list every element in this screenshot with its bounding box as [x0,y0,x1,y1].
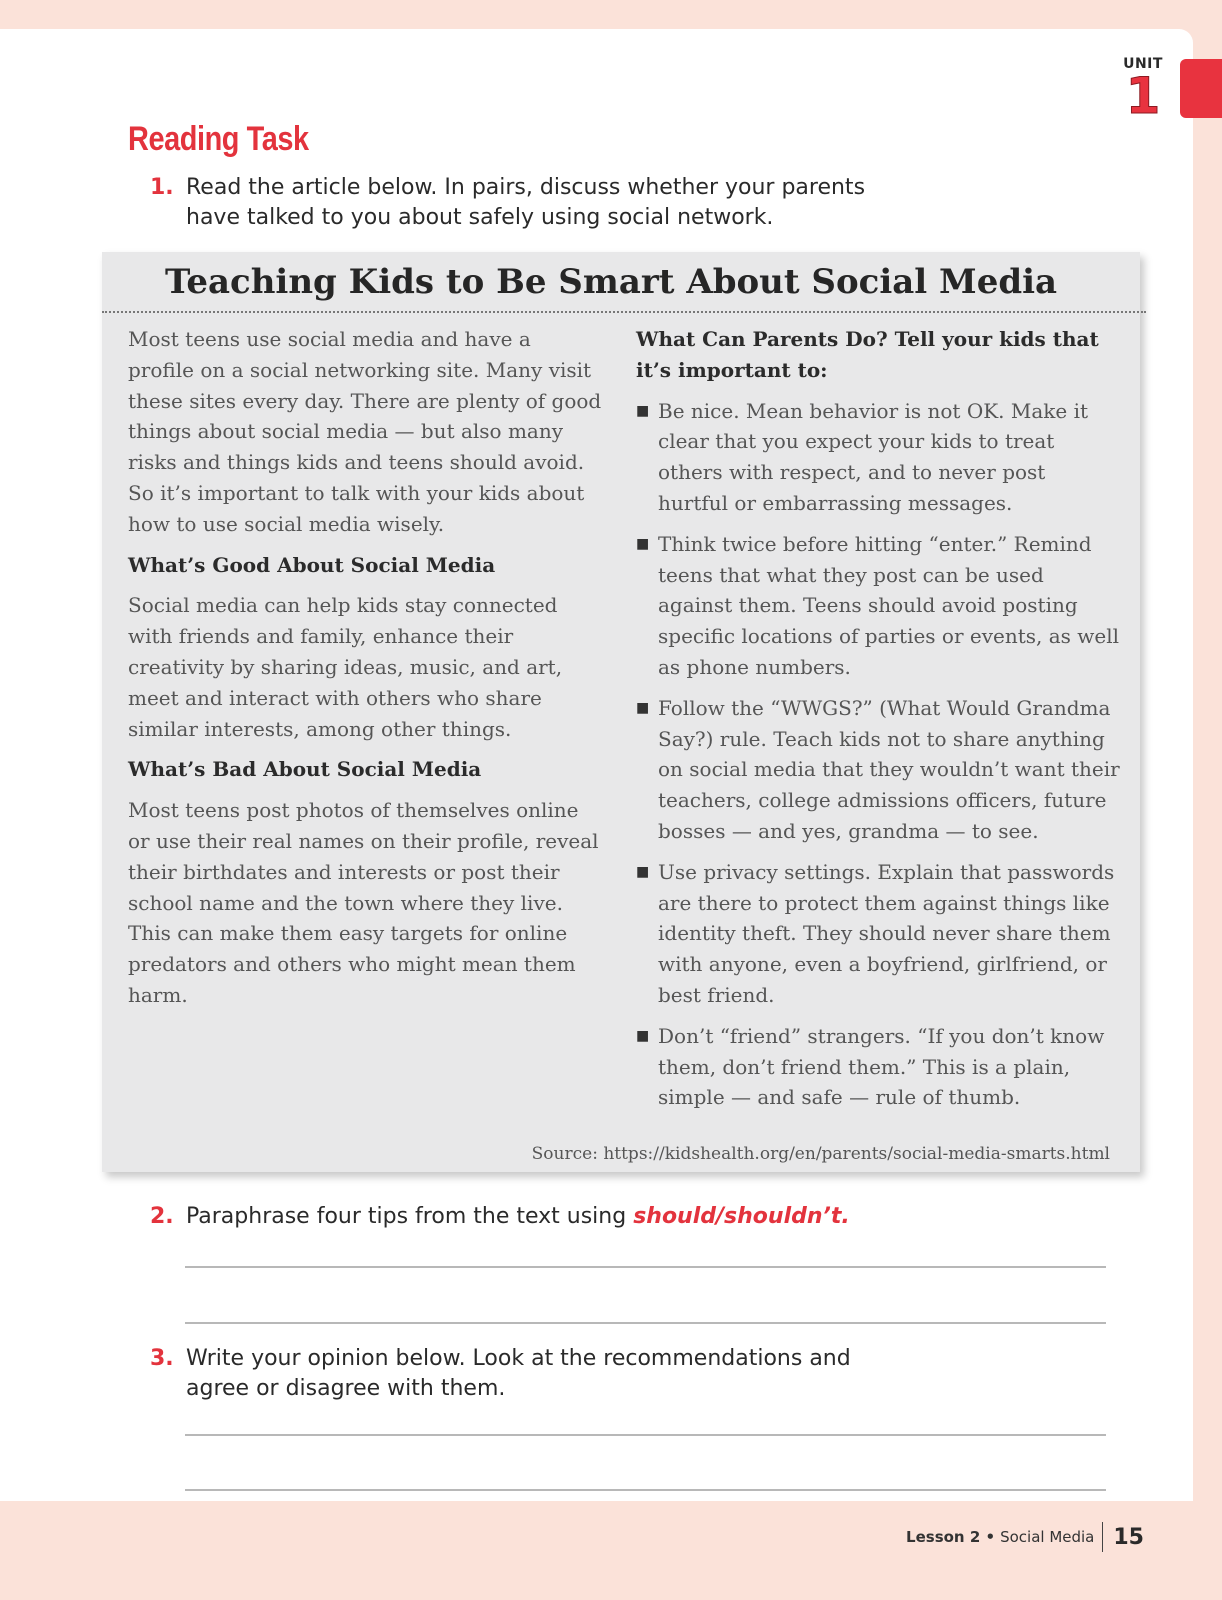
unit-label: UNIT [1123,56,1163,72]
task-text: Write your opinion below. Look at the recommendations and agree or disagree with them. [186,1346,851,1401]
bad-heading: What’s Bad About Social Media [128,757,482,782]
list-item [636,857,1121,1011]
square-bullet-icon: ■ [636,863,650,880]
page-number: 15 [1113,1524,1144,1550]
answer-line[interactable] [185,1266,1106,1268]
answer-line[interactable] [185,1322,1106,1324]
task-emphasis: should/shouldn’t. [633,1204,850,1229]
square-bullet-icon: ■ [636,535,650,552]
answer-line[interactable] [185,1434,1106,1436]
task-number: 3. [150,1346,174,1371]
article-box [102,252,1140,1172]
source-citation: Source: https://kidshealth.org/en/parents/social-media-smarts.html [531,1144,1110,1164]
section-title: Reading Task [128,120,309,158]
square-bullet-icon: ■ [636,699,650,716]
footer-topic: Social Media [1000,1528,1095,1546]
tip-text: Don’t “friend” strangers. “If you don’t know them, don’t friend them.” This is a plain, simple — and safe — rule of thumb. [658,1023,1105,1110]
task-2 [150,1202,906,1232]
task-text-plain: Paraphrase four tips from the text using [186,1204,634,1229]
list-item [636,396,1121,519]
good-paragraph: Social media can help kids stay connected with friends and family, enhance their creativity by sharing ideas, music, and art, meet and interact with others who share similar interests, among other things. [128,593,563,741]
dotted-divider [102,311,1146,313]
tip-text: Be nice. Mean behavior is not OK. Make it clear that you expect your kids to treat others with respect, and to never post hurtful or embarrassing messages. [658,398,1089,515]
tip-text: Use privacy settings. Explain that passwords are there to protect them against things like identity theft. They should never share them with anyone, even a boyfriend, girlfriend, or best friend. [658,859,1115,1007]
tip-text: Follow the “WWGS?” (What Would Grandma Say?) rule. Teach kids not to share anything on social media that they wouldn’t want their teachers, college admissions officers, future bosses — and yes, grandma — to see. [658,695,1120,843]
article-right-column [636,324,1121,1123]
list-item [636,529,1121,683]
list-item [636,1021,1121,1113]
task-3 [150,1344,906,1404]
square-bullet-icon: ■ [636,1027,650,1044]
unit-number: 1 [1125,67,1161,125]
task-1 [150,173,906,233]
task-number: 2. [150,1204,174,1229]
intro-paragraph: Most teens use social media and have a profile on a social networking site. Many visit these sites every day. There are plenty of good things about social media — but also many risks and things kids and teens should avoid. So it’s important to talk with your kids about how to use social media wisely. [128,327,602,536]
list-item [636,693,1121,847]
unit-tab [1180,59,1222,118]
good-heading: What’s Good About Social Media [128,552,496,577]
article-title: Teaching Kids to Be Smart About Social Media [164,262,1058,302]
parents-heading: What Can Parents Do? Tell your kids that it’s important to: [636,327,1099,382]
footer-lesson: Lesson 2 • [906,1528,996,1546]
footer-divider [1102,1522,1103,1552]
page-footer [906,1522,1144,1552]
task-text: Read the article below. In pairs, discuss whether your parents have talked to you about safely using social network. [186,175,866,230]
task-text [186,1202,906,1232]
bad-paragraph: Most teens post photos of themselves online or use their real names on their profile, reveal their birthdates and interests or post their school name and the town where they live. This can make them easy targets for online predators and others who might mean them harm. [128,798,599,1007]
answer-line[interactable] [185,1489,1106,1491]
task-number: 1. [150,175,174,200]
tip-text: Think twice before hitting “enter.” Remind teens that what they post can be used against them. Teens should avoid posting specific locations of parties or events, as well as phone numbers. [658,531,1120,679]
article-left-column [128,324,603,1021]
square-bullet-icon: ■ [636,402,650,419]
